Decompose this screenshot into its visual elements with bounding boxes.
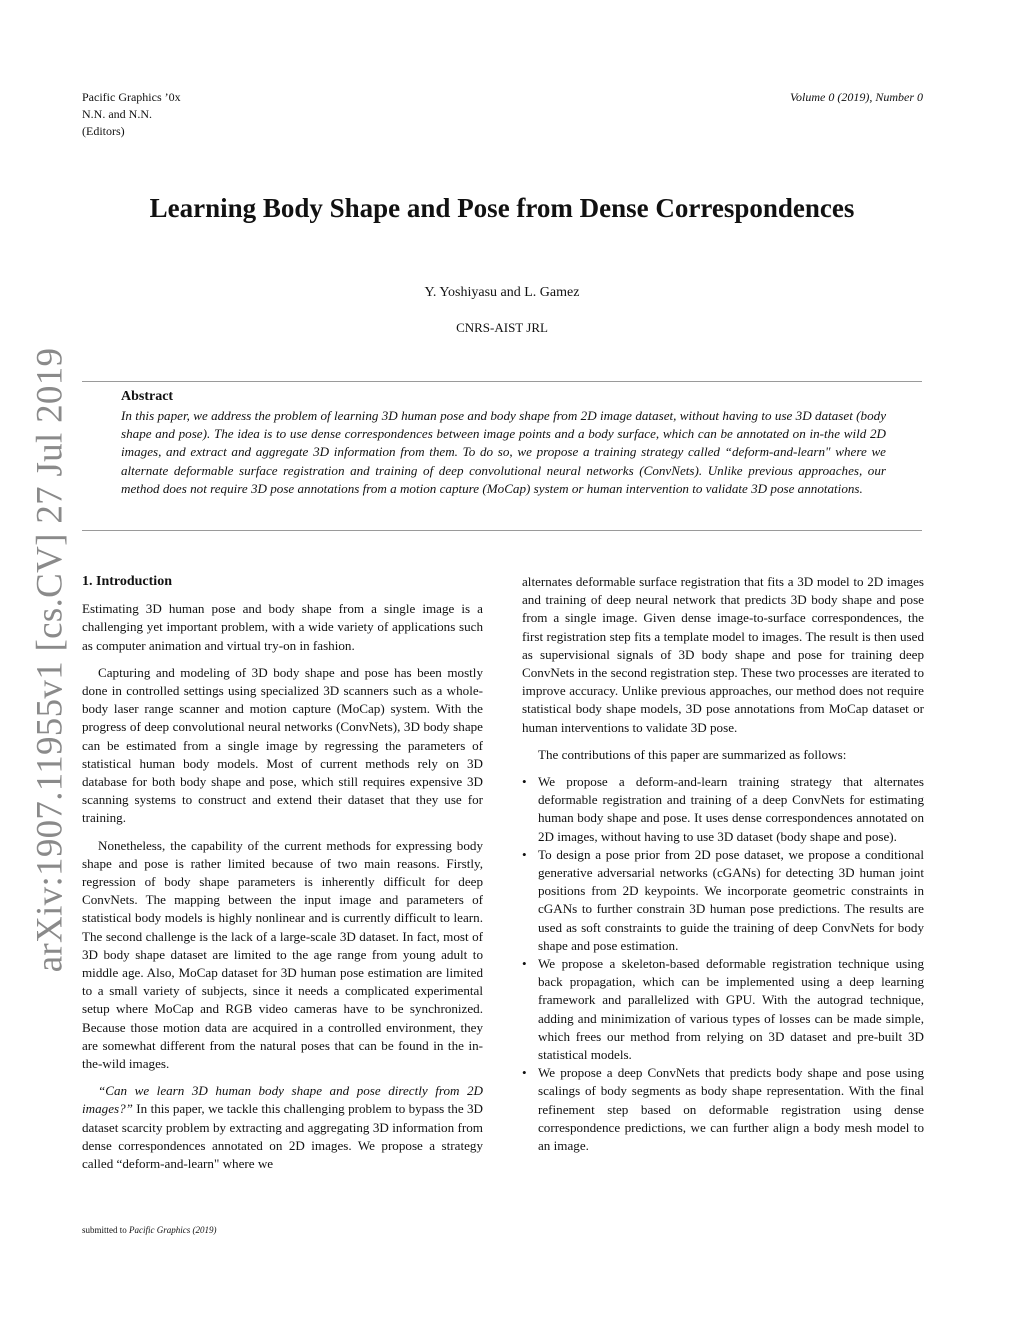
running-header-left	[82, 89, 181, 140]
right-column	[522, 573, 924, 1155]
section-heading-introduction: 1. Introduction	[82, 574, 172, 589]
abstract-section	[121, 389, 886, 498]
contribution-item: • To design a pose prior from 2D pose dataset, we propose a conditional generative adversarial networks (cGANs) for detecting 3D human joint positions from 2D keypoints. We incorporate geometric constraints in cGANs to further constrain 3D human pose predictions. The results are used as soft constraints to guide the training of deep ConvNets for body shape and pose estimation.	[522, 846, 924, 955]
intro-paragraph-4	[82, 1082, 483, 1173]
abstract-bottom-rule	[82, 530, 922, 531]
editors-label: (Editors)	[82, 124, 125, 138]
editor-names: N.N. and N.N.	[82, 107, 152, 121]
intro-paragraph-3: Nonetheless, the capability of the current methods for expressing body shape and pose is rather limited because of two main reasons. Firstly, regression of body shape parameters is inherently difficult for deep ConvNets. The mapping between the input image and parameters of statistical body models is highly nonlinear and is currently difficult to learn. The second challenge is the lack of a large-scale 3D dataset. In fact, most of 3D body shape dataset are limited to the age range from young adult to middle age. Also, MoCap dataset for 3D human pose estimation are limited to a small variety of subjects, since it needs a complicated experimental setup where MoCap and RGB video cameras have to be synchronized. Because those motion data are acquired in a controlled environment, they are somewhat different from the natural poses that can be found in the in-the-wild images.	[82, 837, 483, 1072]
research-question: “Can we learn 3D human body shape and pose directly from 2D images?”	[82, 1083, 483, 1117]
contributions-list	[522, 773, 924, 1155]
abstract-top-rule	[82, 381, 922, 382]
affiliation: CNRS-AIST JRL	[456, 320, 548, 335]
contribution-item: • We propose a skeleton-based deformable registration technique using back propagation, which can be implemented using a deep learning framework and parallelized with GPU. With the autograd technique, adding and minimization of various types of losses can be made simple, which frees our method from relying on 3D dataset and pre-built 3D statistical models.	[522, 955, 924, 1064]
page-footer	[82, 1225, 216, 1235]
left-column	[82, 573, 483, 1182]
abstract-text: In this paper, we address the problem of learning 3D human pose and body shape from 2D image dataset, without having to use 3D dataset (body shape and pose). The idea is to use dense correspondences between image points and a body surface, which can be annotated on in-the wild 2D images, and extract and aggregate 3D information from them. To do so, we propose a training strategy called “deform-and-learn" where we alternate deformable surface registration and training of deep convolutional neural networks (ConvNets). Unlike previous approaches, our method does not require 3D pose annotations from a motion capture (MoCap) system or human intervention to validate 3D pose annotations.	[121, 408, 886, 496]
paper-title: Learning Body Shape and Pose from Dense Correspondences	[149, 193, 855, 223]
intro-paragraph-1: Estimating 3D human pose and body shape from a single image is a challenging yet important problem, with a wide variety of applications such as computer animation and virtual try-on in fashion.	[82, 601, 483, 653]
intro-paragraph-4-text: In this paper, we tackle this challenging problem to bypass the 3D dataset scarcity problem by extracting and aggregating 3D information from dense correspondences annotated on 2D images. We propose a strategy called “deform-and-learn" where we	[82, 1101, 483, 1172]
conference-name: Pacific Graphics ’0x	[82, 90, 181, 104]
footer-prefix: submitted to	[82, 1225, 129, 1235]
volume-number: Volume 0 (2019), Number 0	[790, 90, 923, 104]
contribution-item: • We propose a deep ConvNets that predicts body shape and pose using scalings of body segments as body shape representation. With the final refinement step based on deformable registration using dense correspondence predictions, we can further align a body mesh model to an image.	[522, 1064, 924, 1155]
arxiv-identifier: arXiv:1907.11955v1 [cs.CV] 27 Jul 2019	[29, 347, 71, 973]
intro-paragraph-2: Capturing and modeling of 3D body shape and pose has been mostly done in controlled settings using specialized 3D scanners such as a whole-body laser range scanner and motion capture (MoCap) system. With the progress of deep convolutional neural networks (ConvNets), 3D body shape can be estimated from a single image by regressing the parameters of statistical human body models. Most of current methods rely on 3D database for both body shape and pose, which still requires expensive 3D scanning systems to construct and extend their dataset that they use for training.	[82, 664, 483, 826]
footer-venue: Pacific Graphics (2019)	[129, 1225, 217, 1235]
intro-paragraph-4-continued: alternates deformable surface registration that fits a 3D model to 2D images and training of deep neural network that predicts 3D body shape and pose from a single image. Given dense image-to-surface correspondences, the first registration step fits a template model to images. The result is then used as supervisional signals of 3D body shape and pose for training deep ConvNets in the second registration step. These two processes are iterated to improve accuracy. Unlike previous approaches, our method does not require statistical body shape models, 3D pose annotations from MoCap dataset or human interventions to validate 3D pose.	[522, 574, 924, 735]
author-list: Y. Yoshiyasu and L. Gamez	[424, 285, 580, 300]
contributions-intro: The contributions of this paper are summarized as follows:	[538, 746, 847, 762]
contribution-item: • We propose a deform-and-learn training strategy that alternates deformable registration and training of a deep ConvNets for estimating human body shape and pose. It uses dense correspondences annotated on 2D images, without having to use 3D dataset (body shape and pose).	[522, 773, 924, 846]
abstract-heading: Abstract	[121, 389, 174, 404]
